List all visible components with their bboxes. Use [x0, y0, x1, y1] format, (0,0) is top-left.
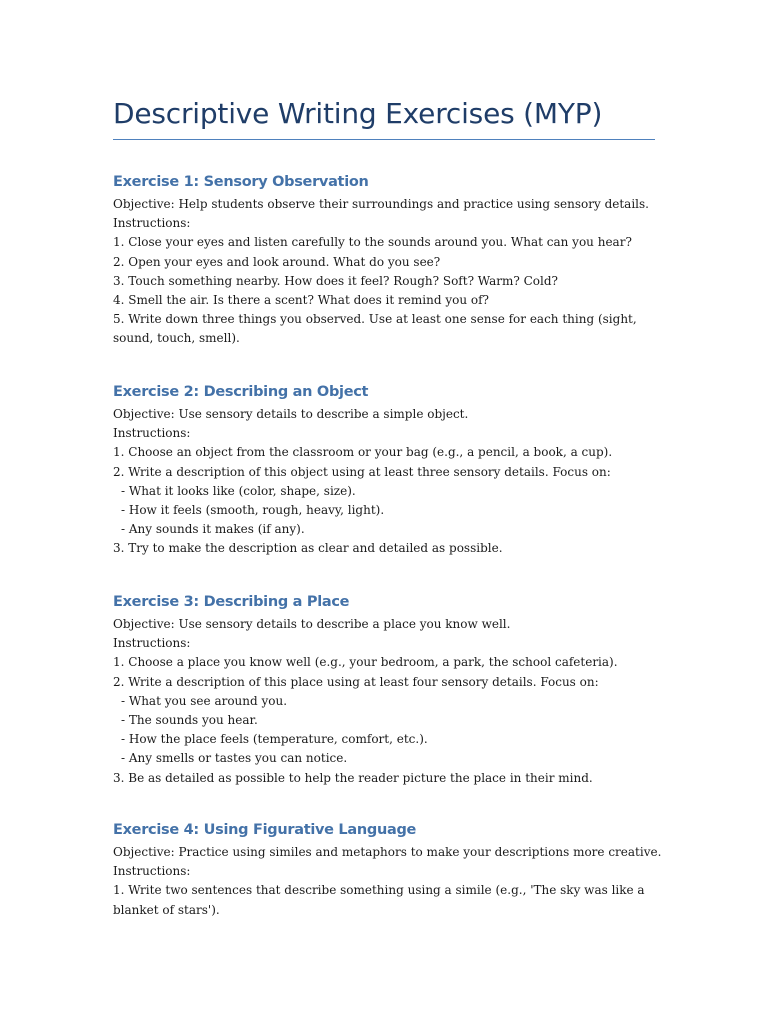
instruction-step: 2. Open your eyes and look around. What do you see? [113, 254, 441, 269]
instruction-step: 1. Write two sentences that describe something using a simile (e.g., 'The sky was like a blanket of stars'). [113, 883, 645, 917]
focus-bullet: - The sounds you hear. [121, 713, 258, 728]
exercise-3-body [113, 615, 658, 788]
exercise-4-heading: Exercise 4: Using Figurative Language [113, 822, 417, 838]
instruction-step: 2. Write a description of this place using at least four sensory details. Focus on: [113, 674, 599, 689]
instruction-step: 3. Touch something nearby. How does it feel? Rough? Soft? Warm? Cold? [113, 273, 558, 288]
objective-text: Objective: Use sensory details to describe a place you know well. [113, 617, 511, 631]
focus-bullet: - What it looks like (color, shape, size). [121, 483, 356, 498]
exercise-2-section [113, 381, 658, 559]
exercise-3-heading: Exercise 3: Describing a Place [113, 594, 350, 610]
title-underline [113, 139, 655, 140]
focus-bullet: - Any sounds it makes (if any). [121, 522, 305, 537]
exercise-2-body [113, 405, 658, 559]
objective-text: Objective: Practice using similes and metaphors to make your descriptions more creative. [113, 845, 662, 859]
exercise-1-body [113, 195, 658, 349]
exercise-3-section [113, 591, 658, 788]
exercise-4-section [113, 819, 662, 920]
instructions-label: Instructions: [113, 864, 191, 879]
focus-bullet: - What you see around you. [121, 693, 288, 708]
instructions-label: Instructions: [113, 426, 191, 441]
instruction-step: 2. Write a description of this object using at least three sensory details. Focus on: [113, 464, 611, 479]
exercise-4-body [113, 843, 662, 920]
instruction-step: 1. Choose an object from the classroom or your bag (e.g., a pencil, a book, a cup). [113, 445, 613, 460]
instructions-label: Instructions: [113, 216, 191, 231]
document-title: Descriptive Writing Exercises (MYP) [113, 97, 603, 130]
focus-bullet: - How it feels (smooth, rough, heavy, light). [121, 503, 385, 518]
focus-bullet: - Any smells or tastes you can notice. [121, 751, 348, 766]
instruction-step: 3. Be as detailed as possible to help the reader picture the place in their mind. [113, 770, 593, 785]
instruction-step: 1. Choose a place you know well (e.g., your bedroom, a park, the school cafeteria). [113, 655, 618, 670]
instruction-step: 1. Close your eyes and listen carefully to the sounds around you. What can you hear? [113, 235, 632, 250]
exercise-2-heading: Exercise 2: Describing an Object [113, 384, 369, 400]
exercise-1-section [113, 171, 658, 349]
instruction-step: 4. Smell the air. Is there a scent? What does it remind you of? [113, 293, 489, 308]
exercise-1-heading: Exercise 1: Sensory Observation [113, 174, 369, 190]
instruction-step: 3. Try to make the description as clear and detailed as possible. [113, 541, 503, 556]
objective-text: Objective: Help students observe their surroundings and practice using sensory details. [113, 197, 649, 211]
instructions-label: Instructions: [113, 636, 191, 651]
instruction-step: 5. Write down three things you observed. Use at least one sense for each thing (sight, sound, touch, smell). [113, 312, 637, 346]
objective-text: Objective: Use sensory details to describe a simple object. [113, 407, 469, 421]
focus-bullet: - How the place feels (temperature, comfort, etc.). [121, 732, 428, 747]
